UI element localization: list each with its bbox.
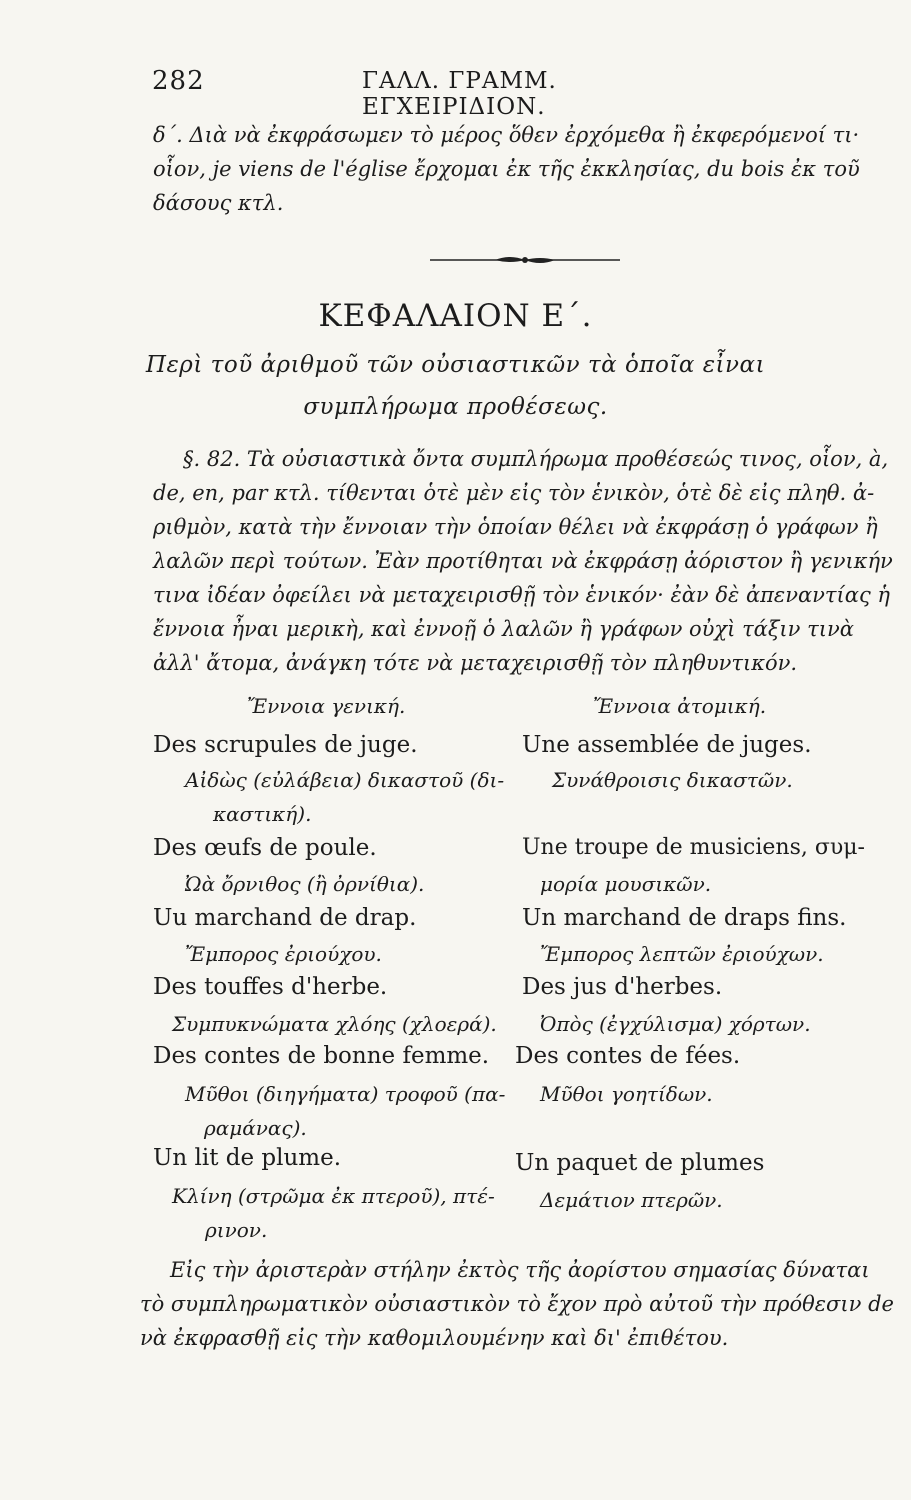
left-example-greek: ραμάνας). xyxy=(204,1116,307,1140)
left-example-french: Des scrupules de juge. xyxy=(153,732,418,758)
closing-line: τὸ συμπληρωματικὸν οὐσιαστικὸν τὸ ἔχον πρὸ αὐτοῦ τὴν πρόθεσιν de xyxy=(140,1292,894,1316)
right-example-greek: μορία μουσικῶν. xyxy=(540,872,712,896)
closing-paragraph xyxy=(140,1253,894,1355)
right-example-french: Un marchand de draps fins. xyxy=(522,905,847,931)
right-example-french: Une troupe de musiciens, συμ- xyxy=(522,835,865,860)
left-example-greek: Ἔμπορος ἐριούχου. xyxy=(185,942,382,966)
chapter-subtitle-line1: Περὶ τοῦ ἀριθμοῦ τῶν οὐσιαστικῶν τὰ ὁποῖα εἶναι xyxy=(145,352,766,378)
section-line: τινα ἰδέαν ὀφείλει νὰ μεταχειρισθῇ τὸν ἑνικόν· ἐὰν δὲ ἀπεναντίας ἡ xyxy=(153,583,890,607)
section-line: de, en, par κτλ. τίθενται ὁτὲ μὲν εἰς τὸν ἑνικὸν, ὁτὲ δὲ εἰς πληθ. ἀ- xyxy=(153,481,875,505)
page-header xyxy=(152,66,692,120)
right-example-french: Des jus d'herbes. xyxy=(522,974,723,1000)
left-example-french: Des contes de bonne femme. xyxy=(153,1043,490,1069)
chapter-title: ΚΕΦΑΛΑΙΟΝ Ε΄. xyxy=(318,298,593,334)
left-example-greek: Μῦθοι (διηγήματα) τροφοῦ (πα- xyxy=(185,1082,506,1106)
right-example-greek: Δεμάτιον πτερῶν. xyxy=(540,1188,723,1212)
left-example-greek: Αἰδὼς (εὐλάβεια) δικαστοῦ (δι- xyxy=(185,768,505,792)
left-example-greek: καστική). xyxy=(213,802,312,826)
running-title: ΓΑΛΛ. ΓΡΑΜΜ. ΕΓΧΕΙΡΙΔΙΟΝ. xyxy=(362,68,557,120)
section-line: ριθμὸν, κατὰ τὴν ἔννοιαν τὴν ὁποίαν θέλει νὰ ἐκφράσῃ ὁ γράφων ἢ xyxy=(153,515,878,539)
closing-line: Εἰς τὴν ἀριστερὰν στήλην ἐκτὸς τῆς ἀορίστου σημασίας δύναται xyxy=(170,1258,870,1282)
intro-line: δ΄. Διὰ νὰ ἐκφράσωμεν τὸ μέρος ὅθεν ἐρχόμεθα ἢ ἐκφερόμενοί τι· xyxy=(153,123,860,147)
left-example-greek: Κλίνη (στρῶμα ἐκ πτεροῦ), πτέ- xyxy=(172,1184,495,1208)
intro-line: οἷον, je viens de l'église ἔρχομαι ἐκ τῆς ἐκκλησίας, du bois ἐκ τοῦ xyxy=(153,157,860,181)
section-82-paragraph xyxy=(153,442,893,680)
left-example-french: Uu marchand de drap. xyxy=(153,905,417,931)
left-column-heading: Ἔννοια γενική. xyxy=(247,694,406,718)
section-line: λαλῶν περὶ τούτων. Ἐὰν προτίθηται νὰ ἐκφράσῃ ἀόριστον ἢ γενικήν xyxy=(153,549,893,573)
closing-line: νὰ ἐκφρασθῇ εἰς τὴν καθομιλουμένην καὶ δι' ἐπιθέτου. xyxy=(140,1326,729,1350)
right-example-french: Un paquet de plumes xyxy=(515,1150,765,1176)
intro-line: δάσους κτλ. xyxy=(153,191,284,215)
ornament-divider xyxy=(430,253,620,267)
left-example-french: Un lit de plume. xyxy=(153,1145,342,1171)
intro-paragraph xyxy=(153,118,860,220)
right-example-greek: Ἔμπορος λεπτῶν ἐριούχων. xyxy=(540,942,824,966)
left-example-greek: Ὠὰ ὄρνιθος (ἢ ὀρνίθια). xyxy=(185,872,425,896)
right-example-greek: Ὀπὸς (ἐγχύλισμα) χόρτων. xyxy=(540,1012,811,1036)
left-example-greek: Συμπυκνώματα χλόης (χλοερά). xyxy=(172,1012,497,1036)
page-number: 282 xyxy=(152,66,205,96)
right-example-french: Des contes de fées. xyxy=(515,1043,741,1069)
right-example-greek: Συνάθροισις δικαστῶν. xyxy=(552,768,793,792)
left-example-french: Des œufs de poule. xyxy=(153,835,377,861)
left-example-french: Des touffes d'herbe. xyxy=(153,974,388,1000)
right-column-heading: Ἔννοια ἀτομική. xyxy=(593,694,767,718)
right-example-french: Une assemblée de juges. xyxy=(522,732,812,758)
right-example-greek: Μῦθοι γοητίδων. xyxy=(540,1082,713,1106)
section-line: ἀλλ' ἄτομα, ἀνάγκη τότε νὰ μεταχειρισθῇ τὸν πληθυντικόν. xyxy=(153,651,798,675)
section-line: ἔννοια ἦναι μερικὴ, καὶ ἐννοῇ ὁ λαλῶν ἢ γράφων οὐχὶ τάξιν τινὰ xyxy=(153,617,854,641)
chapter-subtitle-line2: συμπλήρωμα προθέσεως. xyxy=(303,394,608,420)
section-line: §. 82. Τὰ οὐσιαστικὰ ὄντα συμπλήρωμα προθέσεώς τινος, οἷον, à, xyxy=(183,447,889,471)
left-example-greek: ρινον. xyxy=(205,1218,268,1242)
